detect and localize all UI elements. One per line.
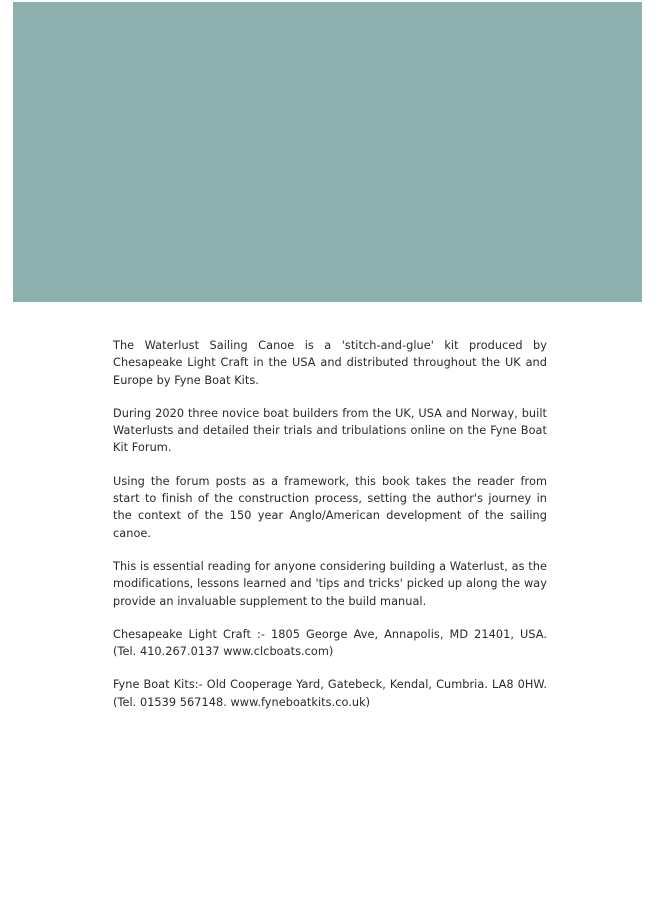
essential-reading-paragraph: This is essential reading for anyone considering building a Waterlust, as the modifications, lessons learned and 'tips and tricks' picked up along the way provide an invaluable supplement to the build manual. (113, 559, 547, 608)
fyne-contact-paragraph: Fyne Boat Kits:- Old Cooperage Yard, Gatebeck, Kendal, Cumbria. LA8 0HW. (Tel. 01539 567148. www.fyneboatkits.co.uk) (113, 678, 547, 709)
builders-paragraph: During 2020 three novice boat builders from the UK, USA and Norway, built Waterlusts and detailed their trials and tribulations online on the Fyne Boat Kit Forum. (113, 406, 547, 455)
framework-paragraph: Using the forum posts as a framework, this book takes the reader from start to finish of the construction process, setting the author's journey in the context of the 150 year Anglo/American development of the sailing canoe. (113, 474, 547, 540)
intro-paragraph: The Waterlust Sailing Canoe is a 'stitch-and-glue' kit produced by Chesapeake Light Craft in the USA and distributed throughout the UK and Europe by Fyne Boat Kits. (113, 339, 547, 387)
clc-contact-paragraph: Chesapeake Light Craft :- 1805 George Ave, Annapolis, MD 21401, USA. (Tel. 410.267.0137 www.clcboats.com) (113, 627, 547, 659)
back-cover-text (113, 337, 547, 727)
cover-color-banner (13, 2, 642, 302)
